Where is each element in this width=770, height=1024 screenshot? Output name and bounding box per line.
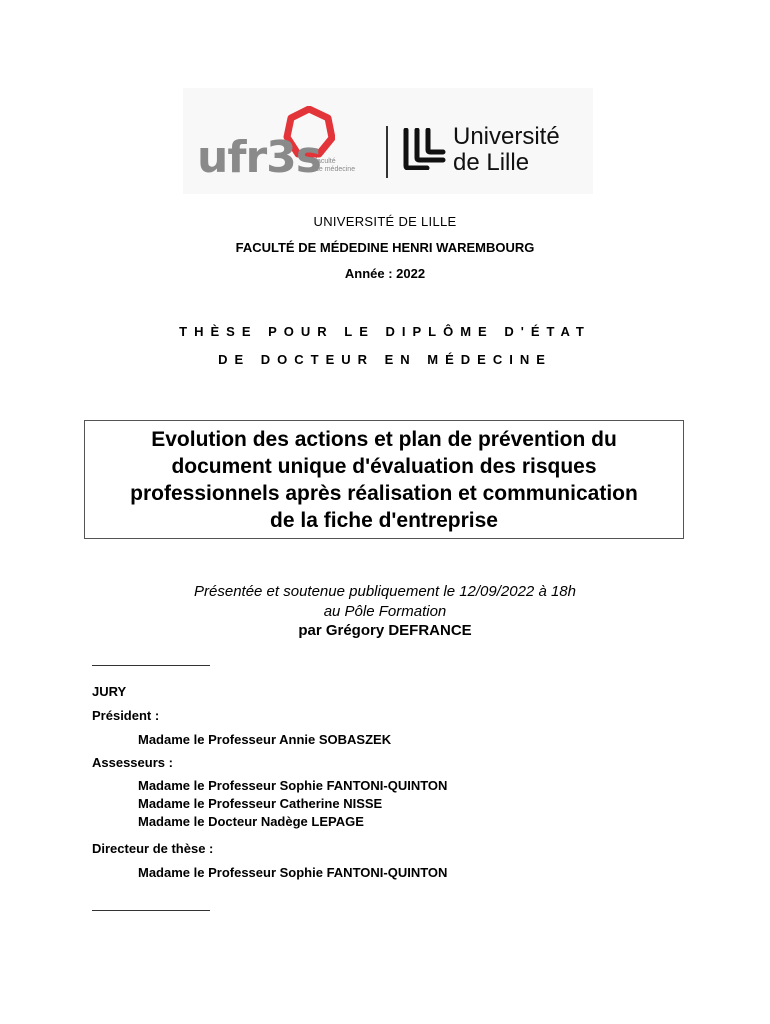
defense-location-line: au Pôle Formation [323, 603, 447, 620]
jury-heading: JURY [92, 684, 127, 699]
defense-date-line: Présentée et soutenue publiquement le 12/09/2022 à 18h [194, 583, 576, 600]
thesis-title-line: de la fiche d'entreprise [270, 509, 498, 532]
universite-lille-logo-text [453, 124, 560, 176]
ufr3s-logo [197, 108, 367, 188]
director-name: Madame le Professeur Sophie FANTONI-QUINTON [138, 865, 448, 880]
universite-lille-line1: Université [453, 123, 560, 150]
thesis-title-line: document unique d'évaluation des risques [171, 455, 597, 478]
thesis-type-line2: DE DOCTEUR EN MÉDECINE [218, 352, 552, 367]
thesis-title-box [84, 420, 684, 539]
universite-lille-mark-icon [403, 128, 447, 170]
ufr3s-logo-subtitle [315, 158, 355, 174]
ufr3s-subtitle-line2: de médecine [315, 166, 356, 173]
logo-band [183, 88, 593, 194]
assessors-label: Assesseurs : [92, 755, 173, 770]
president-name: Madame le Professeur Annie SOBASZEK [138, 732, 392, 747]
university-name: UNIVERSITÉ DE LILLE [313, 214, 457, 229]
separator-rule-bottom [92, 910, 210, 911]
universite-lille-line2: de Lille [453, 149, 530, 176]
academic-year: Année : 2022 [344, 266, 426, 281]
defense-details [0, 582, 770, 622]
director-label: Directeur de thèse : [92, 841, 214, 856]
ufr3s-logo-text: ufr3s [197, 132, 321, 183]
logo-divider [386, 126, 388, 178]
thesis-type-line1: THÈSE POUR LE DIPLÔME D'ÉTAT [179, 324, 591, 339]
assessor-name: Madame le Professeur Sophie FANTONI-QUINTON [138, 778, 448, 793]
thesis-author: par Grégory DEFRANCE [298, 622, 472, 639]
thesis-title-line: professionnels après réalisation et communication [130, 482, 638, 505]
president-label: Président : [92, 708, 160, 723]
assessor-name: Madame le Docteur Nadège LEPAGE [138, 814, 364, 829]
separator-rule-top [92, 665, 210, 666]
faculty-name: FACULTÉ DE MÉDEDINE HENRI WAREMBOURG [235, 240, 535, 255]
thesis-title-line: Evolution des actions et plan de prévention du [151, 428, 617, 451]
ufr3s-subtitle-line1: faculté [315, 158, 336, 165]
assessor-name: Madame le Professeur Catherine NISSE [138, 796, 383, 811]
